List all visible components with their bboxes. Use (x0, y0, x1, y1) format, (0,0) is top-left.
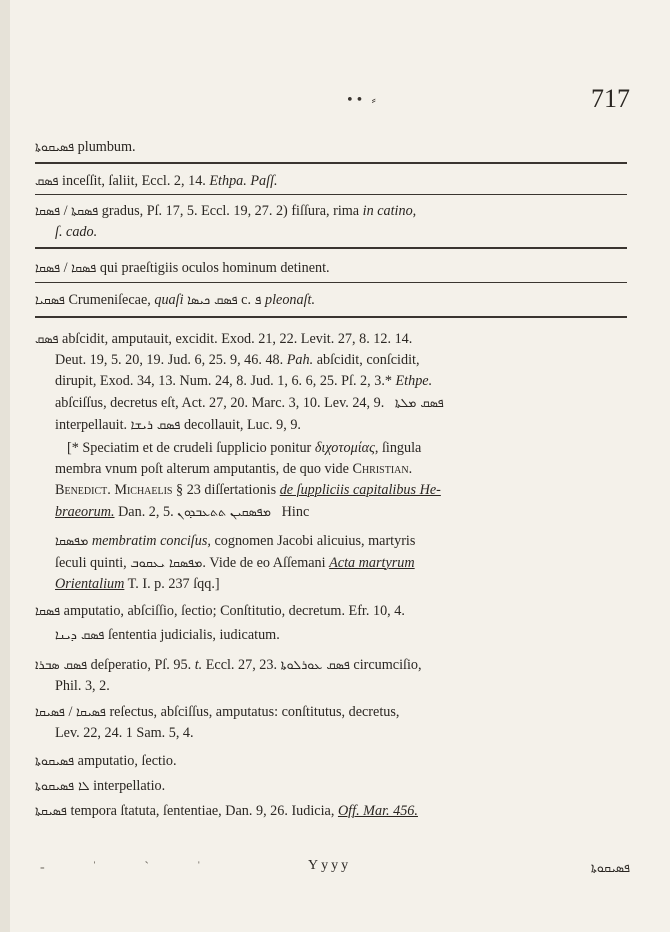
entry-text: Dan. 2, 5. (114, 504, 178, 520)
syriac-headword: ܦܣܝܩܘܬܐ (35, 753, 75, 768)
section-rule (35, 316, 627, 318)
entry-sententia (35, 624, 625, 646)
entry-text: Phil. 3, 2. (55, 678, 110, 694)
entry-text: / (64, 704, 76, 720)
entry-text: . Vide de eo Aſſemani (202, 555, 330, 571)
entry-text: [* Speciatim et de crudeli ſupplicio ponitur (67, 440, 315, 456)
entry-text: deſperatio, Pſ. 95. (87, 657, 195, 673)
entry-tempora (35, 800, 625, 822)
work-title: de ſuppliciis capitalibus He- (279, 482, 441, 498)
entry-text: abſcidit, conſcidit, (313, 352, 420, 368)
page-number: 717 (591, 84, 630, 113)
entry-note-speciatim (35, 438, 625, 523)
entry-text: , ſingula (374, 440, 422, 456)
entry-sectio (35, 750, 625, 772)
entry-incessit (35, 170, 625, 192)
syriac-phrase: ܡܦܣܩܝܢ ܬܬܥܒܕܘܢ (177, 504, 272, 519)
entry-text: c. (237, 292, 255, 308)
entry-praestigiis (35, 257, 625, 279)
footer-marks: ‐ ˈ ˋ ˈ (40, 860, 224, 875)
entry-text: decollauit, Luc. 9, 9. (180, 417, 301, 433)
syriac-phrase: ܡܦܣܩܐ ܝܥܩܘܒ (130, 555, 203, 570)
section-rule (35, 247, 627, 249)
entry-italic: ſ. cado. (55, 224, 98, 240)
catchword: ܦܣܝܩܘܬܐ (590, 860, 630, 875)
greek-word: διχοτομίας (314, 440, 375, 456)
entry-text: plumbum. (77, 139, 136, 155)
entry-text: abſciſſus, decretus eſt, Act. 27, 20. Marc. 3, 10. Lev. 24, 9. (55, 395, 385, 411)
entry-text: Hinc (281, 504, 310, 520)
entry-italic: t. (194, 657, 203, 673)
syriac-headword: ܦܣܝܩܘܬܐ (35, 139, 75, 154)
entry-interpellatio (35, 775, 625, 797)
entry-text: Lev. 22, 24. 1 Sam. 5, 4. (55, 725, 194, 741)
entry-italic: pleonaſt. (264, 292, 316, 308)
entry-text: membra vnum poſt alterum amputantis, de quo vide (55, 461, 353, 477)
entry-text: Eccl. 27, 23. (202, 657, 281, 673)
entry-text: § 23 diſſertationis (172, 482, 280, 498)
entry-italic: Ethpe. (395, 373, 433, 389)
entry-text: circumciſio, (349, 657, 422, 673)
entry-text: qui praeſtigiis oculos hominum detinent. (96, 260, 330, 276)
syriac-headword: ܦܣܩ ܕܝܢܐ (55, 627, 105, 642)
entry-text: interpellatio. (89, 778, 166, 794)
syriac-headword: ܦܣܩ (35, 173, 59, 188)
syriac-variant: ܦܣܩܐ (71, 260, 97, 275)
entry-italic: Off. Mar. 456. (337, 803, 418, 819)
section-rule (35, 282, 627, 283)
entry-text: reſectus, abſciſſus, amputatus: conſtitutus, decretus, (105, 704, 400, 720)
entry-amputatio (35, 600, 625, 622)
entry-text: amputatio, abſciſſio, ſectio; Conſtitutio, decretum. Efr. 10, 4. (60, 603, 405, 619)
work-title: Acta martyrum (329, 555, 415, 571)
entry-crumenisecae (35, 289, 625, 311)
work-title: Orientalium (55, 576, 125, 592)
syriac-phrase: ܦܣܩ ܪܝܫܐ (130, 417, 181, 432)
syriac-headword: ܦܣܩܝܐ (35, 292, 65, 307)
syriac-headword: ܦܣܩܐ (35, 260, 61, 275)
page-header (30, 86, 630, 126)
entry-text: tempora ſtatuta, ſententiae, Dan. 9, 26. Iudicia, (66, 803, 338, 819)
signature-mark: Yyyy (308, 858, 352, 873)
syriac-headword: ܠܐ ܦܣܝܩܘܬܐ (35, 778, 90, 793)
syriac-headword: ܦܣܝܩܐ (35, 704, 65, 719)
entry-desperatio (35, 654, 625, 697)
entry-text: ſententia judicialis, iudicatum. (104, 627, 280, 643)
syriac-variant: ܦܣܝܩܐ (75, 704, 106, 719)
entry-text: interpellauit. (55, 417, 131, 433)
syriac-letter: ܦ (254, 292, 262, 307)
entry-text: amputatio, ſectio. (74, 753, 177, 769)
entry-text: dirupit, Exod. 34, 13. Num. 24, 8. Jud. 1, 6. 6, 25. Pſ. 2, 3.* (55, 373, 396, 389)
syriac-headword: ܦܣܩ (35, 331, 59, 346)
entry-abscidit (35, 328, 625, 436)
section-rule (35, 162, 627, 164)
entry-text: abſcidit, amputauit, excidit. Exod. 21, 22. Levit. 27, 8. 12. 14. (58, 331, 413, 347)
syriac-phrase: ܦܣܩ ܡܠܬܐ (394, 395, 444, 410)
entry-text: ſeculi quinti, (55, 555, 131, 571)
binding-gutter (0, 0, 10, 932)
entry-italic: Ethpa. Paſſ. (209, 173, 278, 189)
entry-text: Deut. 19, 5. 20, 19. Jud. 6, 25. 9, 46. 48. (55, 352, 287, 368)
entry-plumbum (35, 136, 625, 158)
syriac-headword: ܦܣܩ ܣܒܪܐ (35, 657, 88, 672)
entry-text: / (60, 203, 72, 219)
entry-resectus (35, 701, 625, 744)
syriac-phrase: ܦܣܩ ܥܘܪܠܘܬܐ (280, 657, 350, 672)
entry-gradus (35, 200, 625, 243)
section-rule (35, 194, 627, 195)
syriac-headword: ܡܦܣܩܐ (55, 533, 89, 548)
entry-italic: quaſi (154, 292, 184, 308)
author-name: Benedict. Michaelis (55, 482, 173, 498)
syriac-variant: ܦܣܩܬܐ (71, 203, 99, 218)
entry-italic: Pah. (286, 352, 314, 368)
syriac-headword: ܦܣܩܐ (35, 603, 61, 618)
entry-text: cognomen Jacobi alicuius, martyris (210, 533, 416, 549)
syriac-headword: ܦܣܩܐ (35, 203, 61, 218)
author-name: Christian. (352, 461, 413, 477)
entry-text: / (60, 260, 72, 276)
header-ornament: •• ⸗ (346, 93, 378, 108)
entry-italic: in catino, (362, 203, 417, 219)
work-title: braeorum. (55, 504, 115, 520)
entry-italic: membratim conciſus, (88, 533, 211, 549)
syriac-gloss: ܦܣܩ ܟܝܣܐ (187, 292, 238, 307)
entry-text: gradus, Pſ. 17, 5. Eccl. 19, 27. 2) fiſſura, rima (98, 203, 363, 219)
entry-text: Crumeniſecae, (64, 292, 155, 308)
entry-membratim (35, 530, 625, 595)
entry-text: T. I. p. 237 ſqq.] (124, 576, 220, 592)
syriac-headword: ܦܣܝܩܬܐ (35, 803, 67, 818)
entry-text: inceſſit, ſaliit, Eccl. 2, 14. (58, 173, 210, 189)
